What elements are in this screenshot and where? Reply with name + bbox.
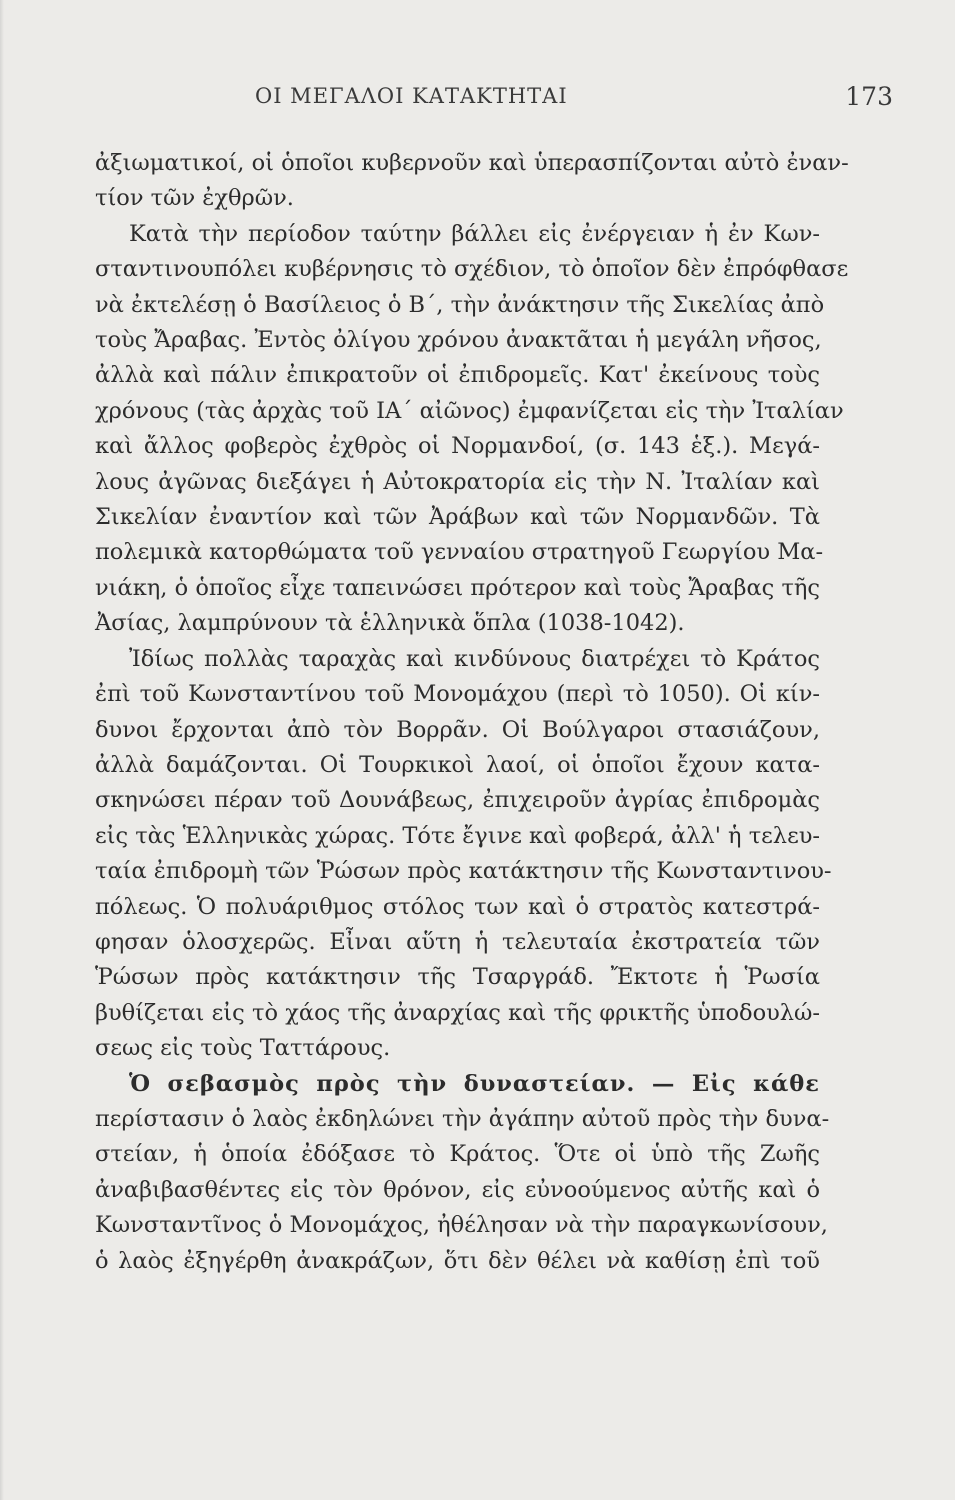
text-line: σταντινουπόλει κυβέρνησις τὸ σχέδιον, τὸ ὁποῖον δὲν ἐπρόφθασε: [95, 256, 849, 283]
text-line: λους ἀγῶνας διεξάγει ἡ Αὐτοκρατορία εἰς τὴν Ν. Ἰταλίαν καὶ: [95, 468, 820, 495]
text-line: πολεμικὰ κατορθώματα τοῦ γενναίου στρατηγοῦ Γεωργίου Μα-: [95, 539, 824, 566]
page-header: [95, 84, 893, 118]
text-line: φησαν ὁλοσχερῶς. Εἶναι αὕτη ἡ τελευταία ἐκστρατεία τῶν: [95, 928, 820, 955]
text-line: Σικελίαν ἐναντίον καὶ τῶν Ἀράβων καὶ τῶν Νορμανδῶν. Τὰ: [95, 504, 820, 531]
text-line: ταία ἐπιδρομὴ τῶν Ῥώσων πρὸς κατάκτησιν τῆς Κωνσταντινου-: [95, 858, 832, 885]
text-line: ἀλλὰ καὶ πάλιν ἐπικρατοῦν οἱ ἐπιδρομεῖς. Κατ' ἐκείνους τοὺς: [95, 362, 820, 389]
text-line: χρόνους (τὰς ἀρχὰς τοῦ ΙΑ΄ αἰῶνος) ἐμφανίζεται εἰς τὴν Ἰταλίαν: [95, 397, 844, 424]
text-line: σκηνώσει πέραν τοῦ Δουνάβεως, ἐπιχειροῦν ἀγρίας ἐπιδρομὰς: [95, 787, 820, 814]
text-line: ἀλλὰ δαμάζονται. Οἱ Τουρκικοὶ λαοί, οἱ ὁποῖοι ἔχουν κατα-: [95, 751, 820, 778]
text-line: καὶ ἄλλος φοβερὸς ἐχθρὸς οἱ Νορμανδοί, (σ. 143 ἑξ.). Μεγά-: [95, 433, 820, 460]
text-line: ἀναβιβασθέντες εἰς τὸν θρόνον, εἰς εὐνοούμενος αὐτῆς καὶ ὁ: [95, 1176, 820, 1203]
text-line: σεως εἰς τοὺς Ταττάρους.: [95, 1035, 391, 1062]
page-edge-shadow: [0, 0, 4, 1500]
text-line: περίστασιν ὁ λαὸς ἐκδηλώνει τὴν ἀγάπην αὐτοῦ πρὸς τὴν δυνα-: [95, 1105, 830, 1132]
section-heading: Ὁ σεβασμὸς πρὸς τὴν δυναστείαν. — Εἰς κάθε: [129, 1070, 820, 1097]
text-line: ἀξιωματικοί, οἱ ὁποῖοι κυβερνοῦν καὶ ὑπερασπίζονται αὐτὸ ἐναν-: [95, 150, 849, 176]
text-line: τίον τῶν ἐχθρῶν.: [95, 185, 294, 212]
running-title: ΟΙ ΜΕΓΑΛΟΙ ΚΑΤΑΚΤΗΤΑΙ: [255, 84, 568, 108]
text-line: τοὺς Ἄραβας. Ἐντὸς ὀλίγου χρόνου ἀνακτᾶται ἡ μεγάλη νῆσος,: [95, 327, 822, 354]
text-line: Ῥώσων πρὸς κατάκτησιν τῆς Τσαργράδ. Ἔκτοτε ἡ Ῥωσία: [95, 964, 820, 991]
text-line: ἐπὶ τοῦ Κωνσταντίνου τοῦ Μονομάχου (περὶ τὸ 1050). Οἱ κίν-: [95, 681, 820, 708]
text-line: βυθίζεται εἰς τὸ χάος τῆς ἀναρχίας καὶ τῆς φρικτῆς ὑποδουλώ-: [95, 999, 820, 1026]
text-line: εἰς τὰς Ἑλληνικὰς χώρας. Τότε ἔγινε καὶ φοβερά, ἀλλ' ἡ τελευ-: [95, 822, 820, 849]
text-line: Ἰδίως πολλὰς ταραχὰς καὶ κινδύνους διατρέχει τὸ Κράτος: [129, 645, 820, 672]
text-line: Κωνσταντῖνος ὁ Μονομάχος, ἠθέλησαν νὰ τὴν παραγκωνίσουν,: [95, 1212, 828, 1239]
text-line: δυνοι ἔρχονται ἀπὸ τὸν Βορρᾶν. Οἱ Βούλγαροι στασιάζουν,: [95, 716, 820, 743]
page-number: 173: [845, 82, 893, 111]
text-line: νιάκη, ὁ ὁποῖος εἶχε ταπεινώσει πρότερον καὶ τοὺς Ἄραβας τῆς: [95, 574, 820, 601]
text-line: Κατὰ τὴν περίοδον ταύτην βάλλει εἰς ἐνέργειαν ἡ ἐν Κων-: [129, 220, 820, 247]
body-text: [95, 146, 849, 1279]
text-line: στείαν, ἡ ὁποία ἐδόξασε τὸ Κράτος. Ὅτε οἱ ὑπὸ τῆς Ζωῆς: [95, 1141, 820, 1168]
text-line: νὰ ἐκτελέσῃ ὁ Βασίλειος ὁ Β΄, τὴν ἀνάκτησιν τῆς Σικελίας ἀπὸ: [95, 291, 825, 318]
text-line: πόλεως. Ὁ πολυάριθμος στόλος των καὶ ὁ στρατὸς κατεστρά-: [95, 893, 820, 920]
text-line: ὁ λαὸς ἐξηγέρθη ἀνακράζων, ὅτι δὲν θέλει νὰ καθίσῃ ἐπὶ τοῦ: [95, 1247, 820, 1274]
text-line: Ἀσίας, λαμπρύνουν τὰ ἑλληνικὰ ὅπλα (1038-1042).: [95, 610, 685, 637]
